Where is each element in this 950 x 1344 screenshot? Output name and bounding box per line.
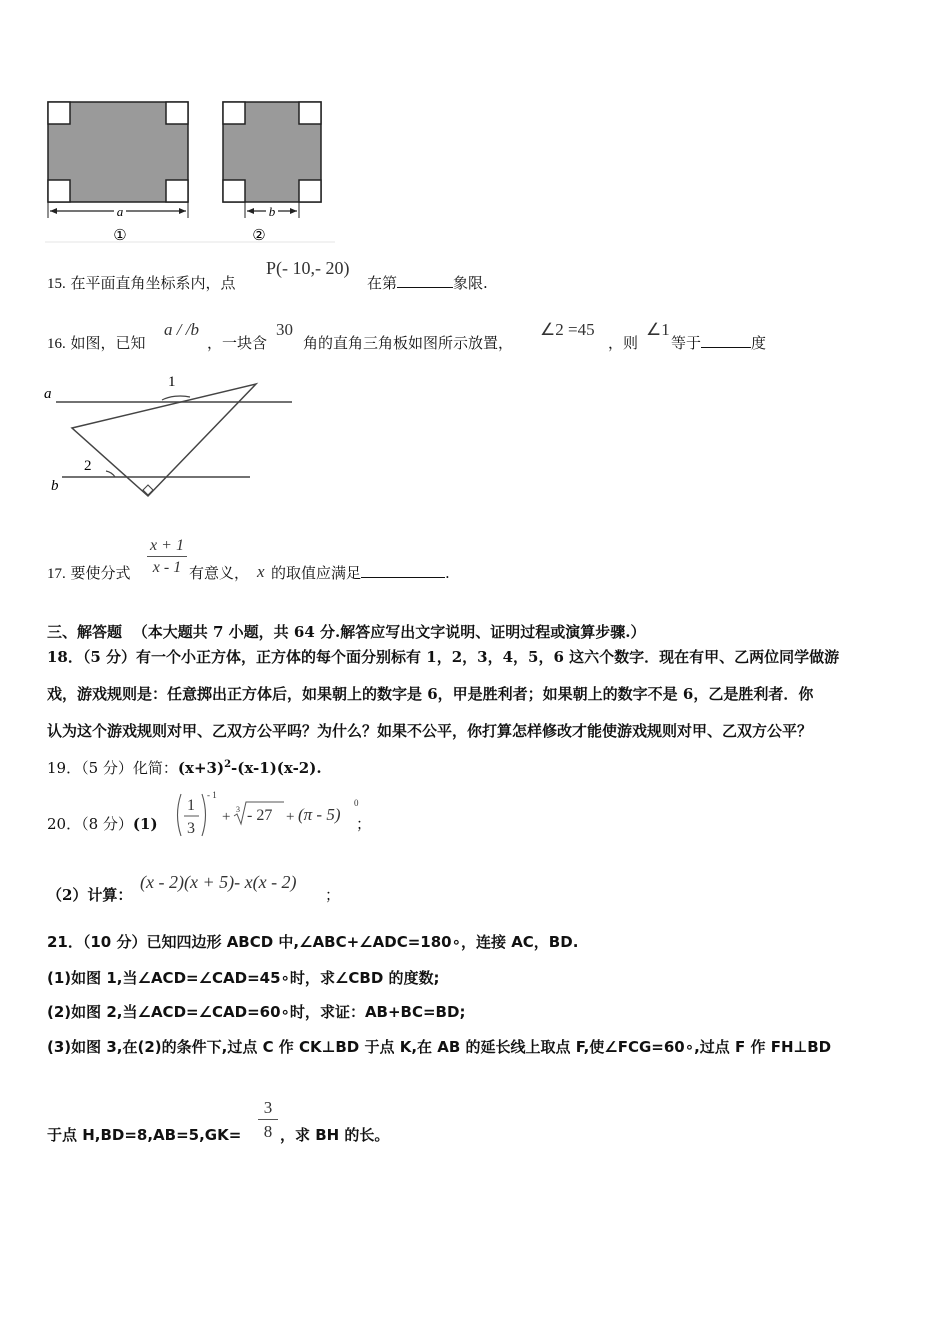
square2-corner: [223, 180, 245, 202]
squares-figure: [40, 96, 340, 246]
q20-semicolon-2: ；: [325, 886, 341, 904]
answer-blank[interactable]: [701, 333, 751, 348]
root-index: 3: [236, 805, 240, 814]
question-17: 17. 要使分式: [47, 564, 131, 582]
question-20: 20．（8 分）(1): [47, 815, 158, 833]
plus-sign: +: [222, 809, 231, 825]
square1-corner: [48, 180, 70, 202]
section-3-heading: 三、解答题 （本大题共 7 小题，共 64 分.解答应写出文字说明、证明过程或演算步骤.）: [47, 623, 646, 641]
q16-text-3: 角的直角三角板如图所示放置，: [303, 334, 514, 352]
plus-sign: +: [286, 809, 295, 825]
square2-corner: [223, 102, 245, 124]
angle1-arc: [162, 396, 190, 400]
question-number: 17.: [47, 566, 66, 582]
question-18-line-1: 18．（5 分）有一个小正方体，正方体的每个面分别标有 1，2，3，4，5，6 这六个数字．现在有甲、乙两位同学做游: [47, 648, 840, 666]
fig-label-b: b: [51, 478, 59, 494]
q15-point: P(- 10,- 20): [266, 258, 350, 278]
answer-blank[interactable]: [361, 563, 445, 578]
q20-expression-2: (x - 2)(x + 5)- x(x - 2): [140, 872, 297, 892]
q16-text-4: ，则: [608, 334, 639, 352]
frac-numerator: 1: [187, 797, 195, 814]
question-number: 16.: [47, 336, 66, 352]
fraction-numerator: 3: [258, 1097, 278, 1120]
fraction-numerator: x + 1: [147, 536, 187, 557]
question-21-head: 21．（10 分）已知四边形 ABCD 中,∠ABC+∠ADC=180∘，连接 AC，BD.: [47, 933, 579, 951]
q16-parallel: a / /b: [164, 320, 199, 339]
square2-corner: [299, 102, 321, 124]
q16-text-5: 等于 度: [671, 334, 767, 352]
q17-fraction: [147, 536, 187, 579]
question-21-part-4a: 于点 H,BD=8,AB=5,GK=: [47, 1126, 242, 1144]
q16-angle1: ∠1: [646, 320, 670, 339]
label-a: a: [116, 204, 124, 219]
question-21-part-3: (3)如图 3,在(2)的条件下,过点 C 作 CK⊥BD 于点 K,在 AB 的延长线上取点 F,使∠FCG=60∘,过点 F 作 FH⊥BD: [47, 1038, 832, 1056]
question-18-line-3: 认为这个游戏规则对甲、乙双方公平吗？为什么？如果不公平，你打算怎样修改才能使游戏规则对甲、乙双方公平？: [47, 722, 813, 740]
question-18-line-2: 戏，游戏规则是：任意掷出正方体后，如果朝上的数字是 6，甲是胜利者；如果朝上的数字不是 6，乙是胜利者．你: [47, 685, 814, 703]
q17-text-2: 有意义，: [189, 564, 250, 582]
q20-semicolon-1: ；: [356, 815, 372, 833]
square1-corner: [166, 180, 188, 202]
fraction-denominator: 8: [263, 1122, 273, 1141]
triangle-figure: [40, 366, 310, 506]
pi-expression: (π - 5): [298, 805, 341, 824]
caption-1: ①: [113, 228, 127, 244]
q17-x: x: [257, 562, 265, 581]
q21-fraction: [258, 1097, 278, 1144]
set-square: [72, 384, 256, 496]
label-b: b: [268, 204, 276, 219]
fig-label-2: 2: [84, 458, 92, 474]
square2-corner: [299, 180, 321, 202]
radicand: - 27: [247, 807, 273, 824]
q16-angle2: ∠2 =45: [540, 320, 595, 339]
fig-label-1: 1: [168, 374, 176, 390]
angle2-arc: [106, 471, 115, 477]
fig-label-a: a: [44, 386, 52, 402]
q15-text: 在平面直角坐标系内，点: [70, 274, 236, 292]
q20-expression-1: [172, 788, 372, 844]
zero-exponent: 0: [354, 798, 359, 808]
question-21-part-2: (2)如图 2,当∠ACD=∠CAD=60∘时，求证：AB+BC=BD;: [47, 1003, 466, 1021]
question-number: 15.: [47, 276, 66, 292]
q15-text-2: 在第 象限.: [367, 274, 488, 292]
q20-part-2: （2）计算：: [47, 886, 133, 904]
neg-exponent: - 1: [207, 790, 217, 800]
q16-text-2: ，一块含: [207, 334, 268, 352]
q16-angle-30: 30: [276, 320, 293, 339]
question-21-part-1: (1)如图 1,当∠ACD=∠CAD=45∘时，求∠CBD 的度数;: [47, 969, 440, 987]
question-15: [47, 273, 236, 294]
square1-corner: [166, 102, 188, 124]
caption-2: ②: [252, 228, 266, 244]
answer-blank[interactable]: [397, 273, 453, 288]
frac-denominator: 3: [187, 820, 195, 837]
q17-text-3: 的取值应满足 .: [271, 564, 450, 582]
question-21-part-4b: ，求 BH 的长。: [280, 1126, 390, 1144]
question-19: 19．（5 分）化简：$(x+3)^2-(x-1)(x-2)$.: [47, 759, 322, 777]
question-16: 16. 如图，已知: [47, 334, 146, 352]
square1-corner: [48, 102, 70, 124]
fraction-denominator: x - 1: [152, 559, 182, 576]
